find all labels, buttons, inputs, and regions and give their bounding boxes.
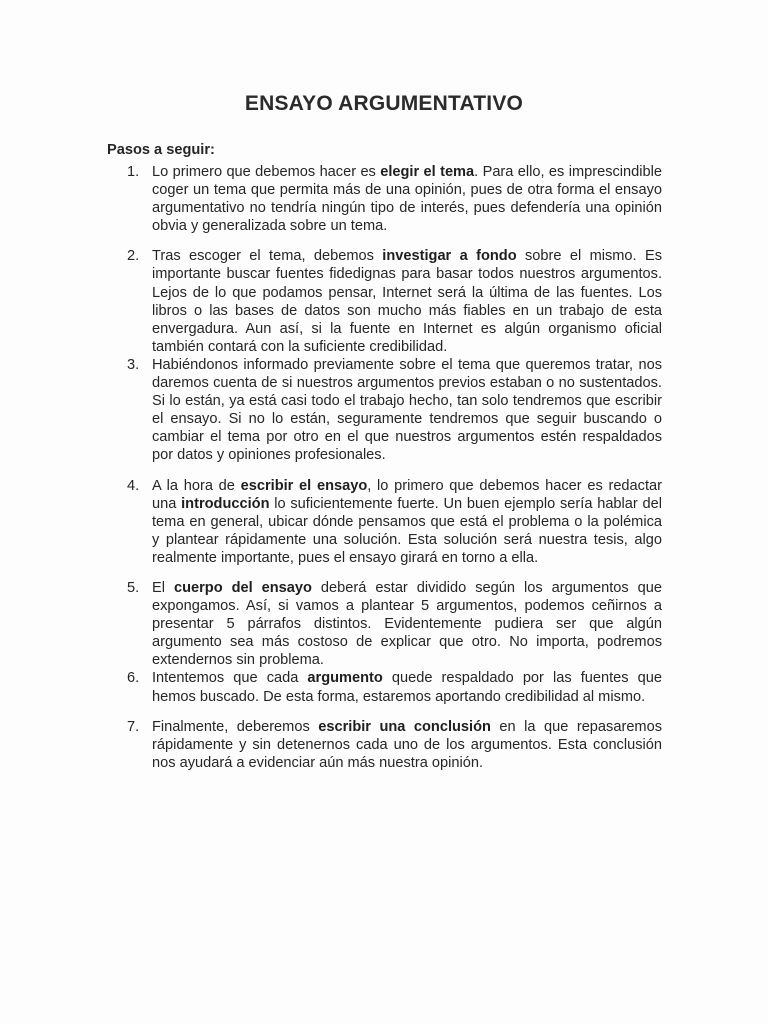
step-keyword: cuerpo del ensayo [173,579,312,596]
list-item-number: 5. [127,579,140,596]
step-keyword: investigar a fondo [382,248,517,265]
list-item [0,579,662,669]
document-title: ENSAYO ARGUMENTATIVO [244,92,524,115]
list-item [0,356,662,465]
step-text: El [152,579,174,596]
step-text: deberá estar dividido según los argumentos que expongamos. Así, si vamos a plantear 5 argumentos, podemos ceñirnos a presentar 5 párrafos distintos. Evidentemente pudiera ser que algún argumento sea más costoso de explicar que otro. No importa, podremos extendernos sin problema. [152,579,662,669]
step-text: sobre el mismo. Es importante buscar fuentes fidedignas para basar todos nuestros argumentos. Lejos de lo que podamos pensar, Internet será la última de las fuentes. Los libros o las bases de datos son mucho más fiables en un trabajo de esta envergadura. Aun así, si la fuente en Internet es algún organismo oficial también contará con la suficiente credibilidad. [152,248,662,355]
step-text: Lo primero que debemos hacer es [152,164,381,180]
list-item-number: 4. [127,477,140,494]
step-text: Habiéndonos informado previamente sobre el tema que queremos tratar, nos daremos cuenta de si nuestros argumentos previos estaban o no sustentados. Si lo están, ya está casi todo el trabajo hecho, tan solo tendremos que escribir el ensayo. Si no lo están, seguramente tendremos que seguir buscando o cambiar el tema por otro en el que nuestros argumentos estén respaldados por datos y opiniones profesionales. [152,356,662,464]
list-item-number: 6. [127,670,140,687]
steps-list [0,163,768,772]
step-keyword: introducción [181,495,270,512]
list-item-number: 3. [127,356,140,373]
step-keyword: argumento [307,670,383,687]
step-keyword: escribir una conclusión [318,718,491,735]
list-item [0,718,662,772]
step-text: en la que repasaremos rápidamente y sin detenernos cada uno de los argumentos. Esta conclusión nos ayudará a evidenciar aún más nuestra opinión. [152,718,662,771]
list-item-number: 7. [127,718,140,735]
step-text: Tras escoger el tema, debemos [152,248,383,265]
list-item-number: 2. [127,248,140,265]
step-text: , lo primero que debemos hacer es redactar una [152,477,662,512]
list-item [0,477,662,567]
step-text: quede respaldado por las fuentes que hemos buscado. De esta forma, estaremos aportando credibilidad al mismo. [152,670,662,705]
step-keyword: elegir el tema [380,164,475,180]
step-text: . Para ello, es imprescindible coger un tema que permita más de una opinión, pues de otra forma el ensayo argumentativo no tendría ningún tipo de interés, pues defendería una opinión obvia y generalizada sobre un tema. [152,164,662,235]
list-item [0,163,662,235]
step-keyword: escribir el ensayo [240,477,368,494]
step-text: Intentemos que cada [152,670,308,687]
list-item-number: 1. [127,164,140,180]
step-text: A la hora de [152,477,241,494]
step-text: Finalmente, deberemos [152,718,319,735]
step-text: lo suficientemente fuerte. Un buen ejemplo sería hablar del tema en general, ubicar dónde pensamos que está el problema o la polémica y plantear rápidamente una solución. Esta solución será nuestra tesis, algo realmente importante, pues el ensayo girará en torno a ella. [152,495,663,566]
steps-heading: Pasos a seguir: [107,142,215,158]
list-item [0,247,662,356]
list-item [0,669,662,705]
